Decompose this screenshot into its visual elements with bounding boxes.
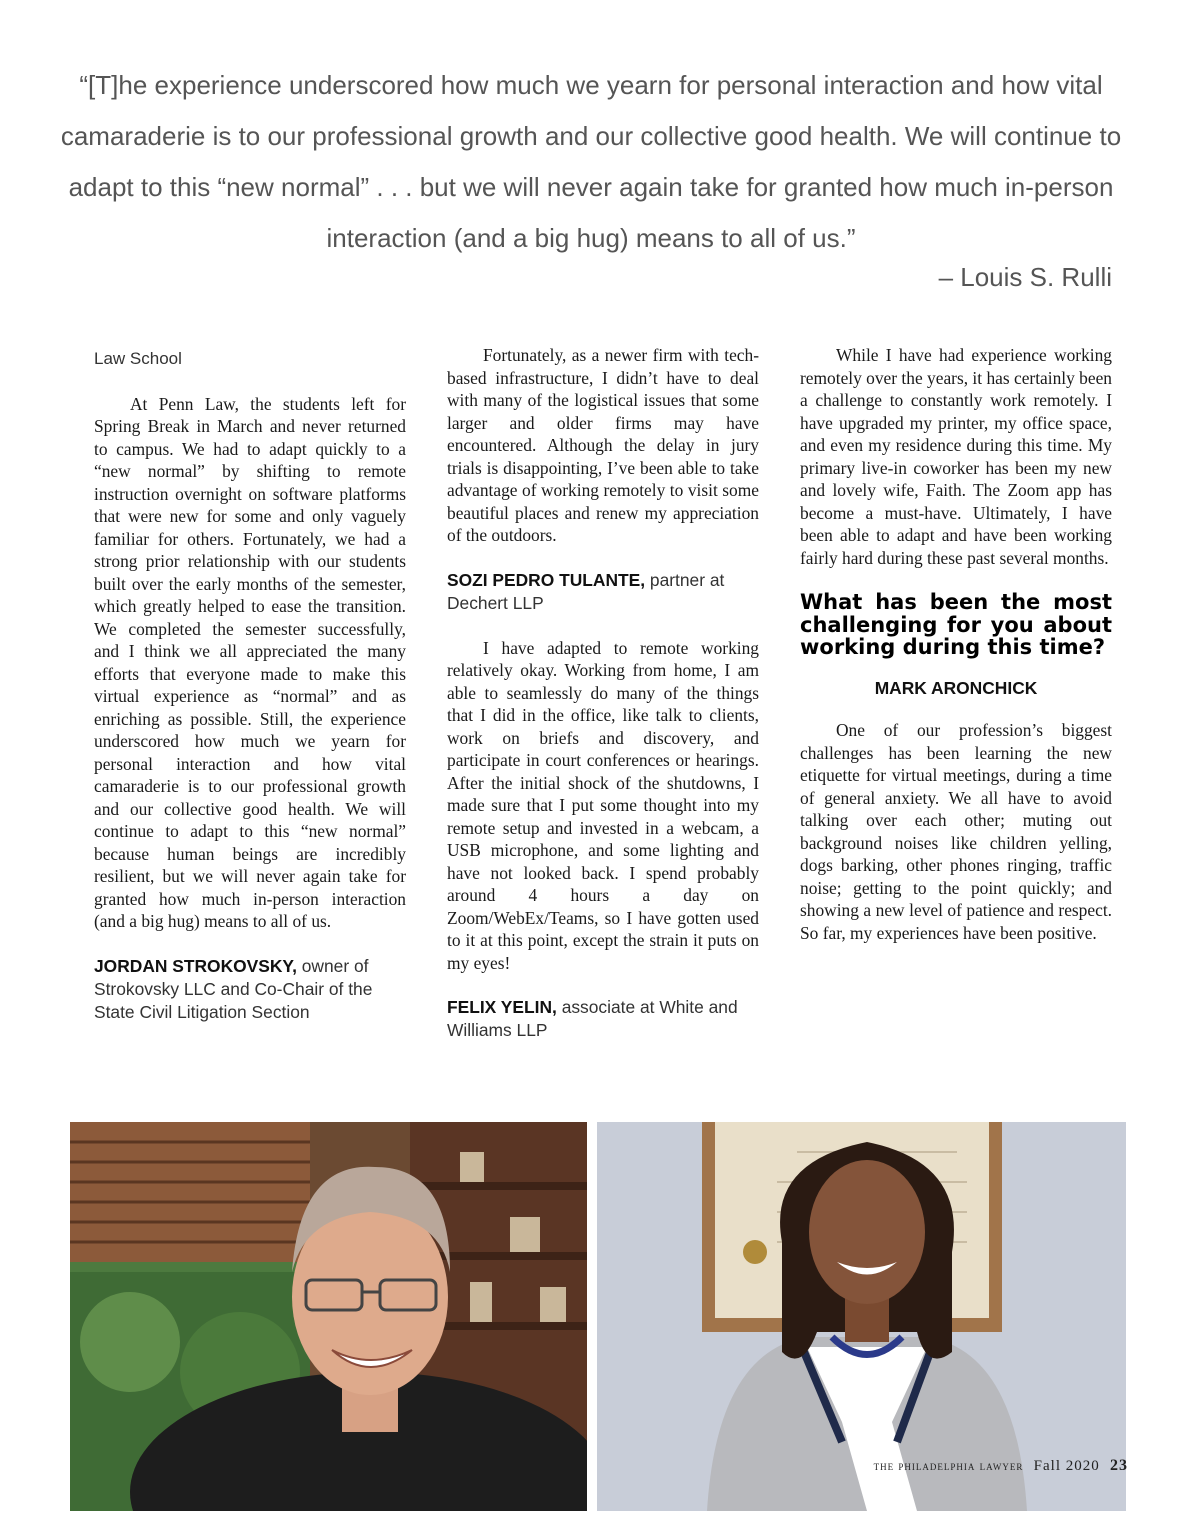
body-paragraph: At Penn Law, the students left for Spring Break in March and never returned to campus. We had to adapt quickly to a “new normal” by shifting to remote instruction overnight on software platforms that were new for some and only vaguely familiar for others. Fortunately, we had a strong prior relationship with our students built over the early months of the semester, which greatly helped to ease the transition. We completed the semester successfully, and I think we all appreciated the many efforts that everyone made to make this virtual experience as “normal” and as enriching as possible. Still, the experience underscored how much we yearn for personal interaction and how vital camaraderie is to our professional growth and our collective good health. We will continue to adapt to this “new normal” because human beings are incredibly resilient, but we will never again take for granted how much in-person interaction (and a big hug) means to all of us. xyxy=(94,393,406,931)
column-2 xyxy=(447,344,759,1064)
byline-name: JORDAN STROKOVSKY, xyxy=(94,955,297,976)
body-paragraph: While I have had experience working remotely over the years, it has certainly been a challenge to constantly work remotely. I have upgraded my printer, my office space, and even my residence during this time. My primary live-in coworker has been my new and lovely wife, Faith. The Zoom app has become a must-have. Ultimately, I have been able to adapt and have been working fairly hard during these past several months. xyxy=(800,345,1112,568)
page-footer xyxy=(874,1457,1128,1475)
byline-name: SOZI PEDRO TULANTE, xyxy=(447,569,646,590)
body-paragraph: I have adapted to remote working relatively okay. Working from home, I am able to seamlessly do many of the things that I did in the office, like talk to clients, work on briefs and discovery, and participate in court conferences or hearings. After the initial shock of the shutdowns, I made sure that I put some thought into my remote setup and invested in a webcam, a USB microphone, and some lighting and have not looked back. I spend probably around 4 hours a day on Zoom/WebEx/Teams, so I have gotten used to it at this point, except the strain it puts on my eyes! xyxy=(447,637,759,973)
byline-yelin xyxy=(447,996,759,1042)
pull-quote: “[T]he experience underscored how much we yearn for personal interaction and how vital camaraderie is to our professional growth and our collective good health. We will continue to adapt to this “new normal” . . . but we will never again take for granted how much in-person interaction (and a big hug) means to all of us.” xyxy=(60,70,1122,253)
issue-label: Fall 2020 xyxy=(1033,1458,1100,1474)
byline-strokovsky xyxy=(94,955,406,1024)
column-1 xyxy=(94,344,406,1046)
body-paragraph: One of our profession’s biggest challenges has been learning the new etiquette for virtual meetings, during a time of general anxiety. We all have to avoid talking over each other; muting out background noises like children yelling, dogs barking, other phones ringing, traffic noise; getting to the point quickly; and showing a new level of patience and respect. So far, my experiences have been positive. xyxy=(800,720,1112,943)
woman-portrait-photo xyxy=(597,1122,1126,1511)
byline-title: owner of Strokovsky LLC and Co-Chair of the State Civil Litigation Section xyxy=(94,955,373,1022)
byline-name: FELIX YELIN, xyxy=(447,997,557,1017)
byline-tulante xyxy=(447,569,759,615)
section-label: Law School xyxy=(94,349,182,368)
body-paragraph: Fortunately, as a newer firm with tech-based infrastructure, I didn’t have to deal with many of the logistical issues that some larger and older firms may have encountered. Although the delay in jury trials is disappointing, I’ve been able to take advantage of working remotely to visit some beautiful places and renew my appreciation of the outdoors. xyxy=(447,345,759,545)
question-heading: What has been the most challenging for you about working during this time? xyxy=(800,590,1112,659)
quote-attribution: – Louis S. Rulli xyxy=(938,262,1112,292)
respondent-name: MARK ARONCHICK xyxy=(874,677,1038,698)
man-portrait-photo xyxy=(70,1122,587,1511)
page-number: 23 xyxy=(1110,1457,1128,1474)
column-3 xyxy=(800,344,1112,944)
byline-title: partner at Dechert LLP xyxy=(447,569,725,613)
publication-name: the philadelphia lawyer xyxy=(873,1458,1024,1473)
byline-title: associate at White and Williams LLP xyxy=(447,997,738,1040)
